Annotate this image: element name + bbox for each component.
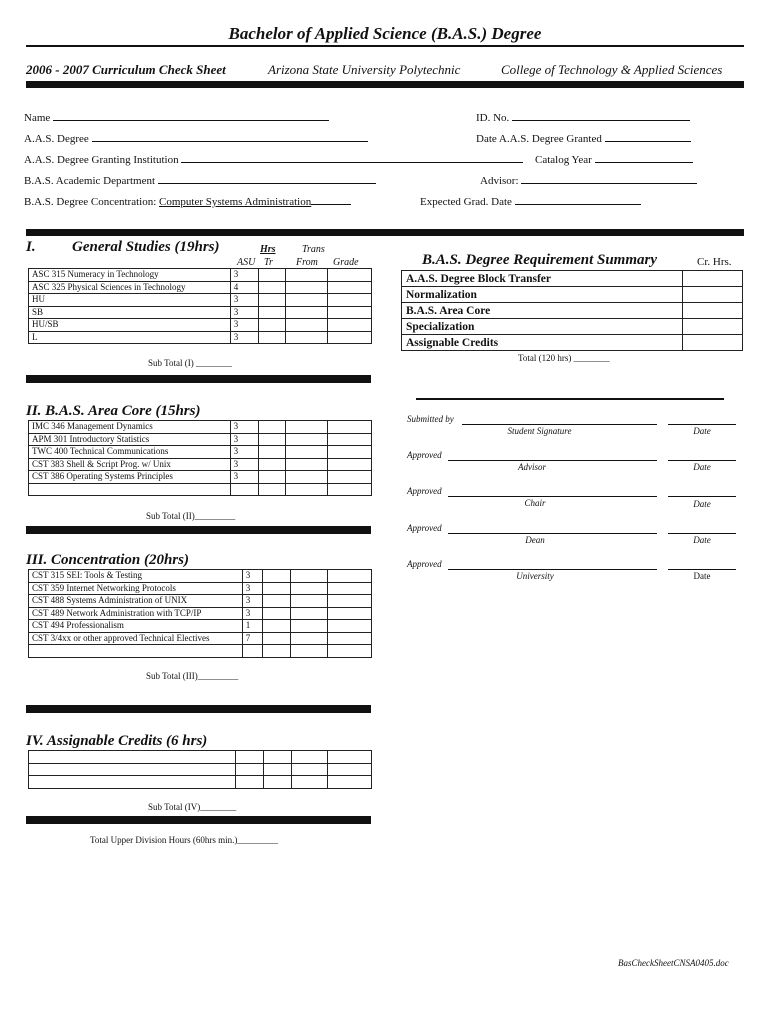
table-row <box>29 620 372 633</box>
section4-subtotal: Sub Total (IV)________ <box>148 802 237 812</box>
course-cell[interactable] <box>29 763 236 776</box>
hrs-cell: 3 <box>242 607 262 620</box>
hrs-cell: 4 <box>230 281 258 294</box>
grade-cell[interactable] <box>328 620 372 633</box>
approved-label: Approved <box>407 523 442 533</box>
grade-cell[interactable] <box>328 331 372 344</box>
grade-cell[interactable] <box>328 319 372 332</box>
summary-label: Specialization <box>402 319 683 335</box>
summary-hrs-cell[interactable] <box>683 303 743 319</box>
section4-bar <box>26 816 371 824</box>
course-cell[interactable] <box>29 645 243 658</box>
tr-cell[interactable] <box>258 281 286 294</box>
tr-cell[interactable] <box>264 751 292 764</box>
from-cell[interactable] <box>290 595 328 608</box>
tr-cell[interactable] <box>264 763 292 776</box>
grade-cell[interactable] <box>328 763 372 776</box>
section4-title: IV. Assignable Credits (6 hrs) <box>26 733 208 749</box>
hrs-cell[interactable] <box>230 483 258 496</box>
table-row <box>29 763 372 776</box>
grade-cell[interactable] <box>328 458 372 471</box>
section2-bar <box>26 526 371 534</box>
chair-caption: Chair <box>524 498 546 508</box>
grade-cell[interactable] <box>328 607 372 620</box>
concentration-label: B.A.S. Degree Concentration: <box>24 196 157 208</box>
id-label: ID. No. <box>476 112 510 124</box>
summary-label: Assignable Credits <box>402 335 683 351</box>
table-row <box>402 319 743 335</box>
summary-hrs-cell[interactable] <box>683 287 743 303</box>
table-row <box>402 303 743 319</box>
table-row <box>29 582 372 595</box>
table-row <box>402 335 743 351</box>
student-date-line[interactable] <box>668 424 736 425</box>
grad-date-field[interactable] <box>420 194 641 208</box>
summary-label: Normalization <box>402 287 683 303</box>
hrs-cell: 3 <box>230 458 258 471</box>
aas-degree-label: A.A.S. Degree <box>24 133 89 145</box>
from-cell[interactable] <box>286 331 328 344</box>
catalog-year-label: Catalog Year <box>535 154 592 166</box>
summary-hrs-cell[interactable] <box>683 335 743 351</box>
from-cell[interactable] <box>286 433 328 446</box>
hrs-cell: 3 <box>230 446 258 459</box>
summary-hrs-cell[interactable] <box>683 271 743 287</box>
summary-label: A.A.S. Degree Block Transfer <box>402 271 683 287</box>
table-row <box>29 595 372 608</box>
tr-cell[interactable] <box>258 446 286 459</box>
summary-hrs-cell[interactable] <box>683 319 743 335</box>
grade-cell[interactable] <box>328 570 372 583</box>
course-cell: ASC 325 Physical Sciences in Technology <box>29 281 231 294</box>
section1-title: General Studies (19hrs) <box>72 239 220 255</box>
course-cell: CST 386 Operating Systems Principles <box>29 471 231 484</box>
department-label: B.A.S. Academic Department <box>24 175 156 187</box>
section3-bar <box>26 705 371 713</box>
course-cell[interactable] <box>29 751 236 764</box>
section1-table <box>28 268 372 344</box>
hrs-cell: 3 <box>230 319 258 332</box>
from-cell[interactable] <box>286 483 328 496</box>
table-row <box>29 645 372 658</box>
course-cell: CST 489 Network Administration with TCP/IP <box>29 607 243 620</box>
table-row <box>402 271 743 287</box>
date-granted-field[interactable] <box>476 131 691 145</box>
table-row <box>29 421 372 434</box>
table-row <box>29 632 372 645</box>
from-cell[interactable] <box>286 446 328 459</box>
from-cell[interactable] <box>290 632 328 645</box>
concentration-field[interactable] <box>24 194 351 208</box>
department-field[interactable] <box>24 173 376 187</box>
date-caption: Date <box>693 499 711 509</box>
grade-cell[interactable] <box>328 632 372 645</box>
grade-cell[interactable] <box>328 483 372 496</box>
header-bar <box>26 81 744 88</box>
approved-label: Approved <box>407 486 442 496</box>
hrs-cell: 3 <box>242 595 262 608</box>
col-trans: Trans <box>302 244 325 255</box>
tr-cell[interactable] <box>264 776 292 789</box>
university: Arizona State University Polytechnic <box>268 62 461 77</box>
course-cell: IMC 346 Management Dynamics <box>29 421 231 434</box>
grade-cell[interactable] <box>328 446 372 459</box>
advisor-signature-line[interactable] <box>448 460 657 461</box>
summary-title: B.A.S. Degree Requirement Summary <box>422 252 658 268</box>
hrs-cell: 3 <box>230 471 258 484</box>
hrs-cell: 3 <box>230 306 258 319</box>
grade-cell[interactable] <box>328 421 372 434</box>
tr-cell[interactable] <box>258 433 286 446</box>
tr-cell[interactable] <box>258 483 286 496</box>
course-cell: HU/SB <box>29 319 231 332</box>
course-cell: CST 383 Shell & Script Prog. w/ Unix <box>29 458 231 471</box>
submitted-by-label: Submitted by <box>407 414 454 424</box>
from-cell[interactable] <box>286 294 328 307</box>
table-row <box>29 570 372 583</box>
section1-num: I. <box>26 239 36 255</box>
advisor-date-line[interactable] <box>668 460 736 461</box>
hrs-cell: 3 <box>230 421 258 434</box>
university-caption: University <box>516 571 554 581</box>
course-cell: CST 359 Internet Networking Protocols <box>29 582 243 595</box>
total-upper-division: Total Upper Division Hours (60hrs min.)_________ <box>90 835 278 845</box>
tr-cell[interactable] <box>258 306 286 319</box>
date-caption: Date <box>693 571 711 581</box>
table-row <box>29 281 372 294</box>
section2-title: II. B.A.S. Area Core (15hrs) <box>26 403 201 419</box>
table-row <box>29 458 372 471</box>
aas-degree-field[interactable] <box>24 131 368 145</box>
cr-hrs-label: Cr. Hrs. <box>697 256 732 268</box>
col-hrs: Hrs <box>260 244 276 255</box>
col-asu: ASU <box>237 257 256 268</box>
from-cell[interactable] <box>286 269 328 282</box>
from-cell[interactable] <box>290 582 328 595</box>
from-cell[interactable] <box>286 421 328 434</box>
footer-filename: BasCheckSheetCNSA0405.doc <box>618 958 729 968</box>
section1-bar <box>26 375 371 383</box>
tr-cell[interactable] <box>262 620 290 633</box>
hrs-cell[interactable] <box>236 763 264 776</box>
grade-cell[interactable] <box>328 471 372 484</box>
table-row <box>402 287 743 303</box>
grade-cell[interactable] <box>328 595 372 608</box>
table-row <box>29 294 372 307</box>
hrs-cell[interactable] <box>236 776 264 789</box>
from-cell[interactable] <box>290 607 328 620</box>
page-title: Bachelor of Applied Science (B.A.S.) Degree <box>228 24 542 43</box>
tr-cell[interactable] <box>258 269 286 282</box>
tr-cell[interactable] <box>262 595 290 608</box>
from-cell[interactable] <box>290 620 328 633</box>
date-caption: Date <box>693 462 711 472</box>
table-row <box>29 331 372 344</box>
date-granted-label: Date A.A.S. Degree Granted <box>476 133 602 145</box>
section1-subtotal: Sub Total (I) ________ <box>148 358 232 368</box>
grade-cell[interactable] <box>328 281 372 294</box>
summary-total: Total (120 hrs) ________ <box>518 353 610 363</box>
date-caption: Date <box>693 426 711 436</box>
section4-table <box>28 750 372 789</box>
advisor-field[interactable] <box>480 173 697 187</box>
id-field[interactable] <box>476 110 690 124</box>
course-cell: CST 315 SEI: Tools & Testing <box>29 570 243 583</box>
institution-label: A.A.S. Degree Granting Institution <box>24 154 179 166</box>
table-row <box>29 433 372 446</box>
table-row <box>29 319 372 332</box>
table-row <box>29 471 372 484</box>
table-row <box>29 269 372 282</box>
course-cell: ASC 315 Numeracy in Technology <box>29 269 231 282</box>
university-signature-line[interactable] <box>448 569 657 570</box>
name-field[interactable] <box>24 110 329 124</box>
hrs-cell: 3 <box>230 294 258 307</box>
name-label: Name <box>24 112 51 124</box>
grade-cell[interactable] <box>328 751 372 764</box>
course-cell: SB <box>29 306 231 319</box>
tr-cell[interactable] <box>258 319 286 332</box>
course-cell: CST 494 Professionalism <box>29 620 243 633</box>
table-row <box>29 483 372 496</box>
hrs-cell: 3 <box>230 433 258 446</box>
tr-cell[interactable] <box>262 607 290 620</box>
chair-signature-line[interactable] <box>448 496 657 497</box>
from-cell[interactable] <box>286 306 328 319</box>
from-cell[interactable] <box>286 281 328 294</box>
from-cell[interactable] <box>286 458 328 471</box>
from-cell[interactable] <box>290 570 328 583</box>
tr-cell[interactable] <box>258 458 286 471</box>
institution-field[interactable] <box>24 152 523 166</box>
concentration-value: Computer Systems Administration <box>159 196 312 208</box>
tr-cell[interactable] <box>262 632 290 645</box>
dean-date-line[interactable] <box>668 533 736 534</box>
course-cell: TWC 400 Technical Communications <box>29 446 231 459</box>
course-cell: CST 488 Systems Administration of UNIX <box>29 595 243 608</box>
course-cell[interactable] <box>29 776 236 789</box>
hrs-cell: 3 <box>230 331 258 344</box>
tr-cell[interactable] <box>258 421 286 434</box>
advisor-label: Advisor: <box>480 175 519 187</box>
from-cell[interactable] <box>290 645 328 658</box>
from-cell[interactable] <box>292 776 328 789</box>
section3-table <box>28 569 372 658</box>
from-cell[interactable] <box>286 319 328 332</box>
university-date-line[interactable] <box>668 569 736 570</box>
year-sheet: 2006 - 2007 Curriculum Check Sheet <box>26 62 226 77</box>
tr-cell[interactable] <box>262 645 290 658</box>
section3-subtotal: Sub Total (III)_________ <box>146 671 239 681</box>
student-signature-caption: Student Signature <box>507 426 572 436</box>
table-row <box>29 607 372 620</box>
table-row <box>29 306 372 319</box>
col-tr: Tr <box>264 257 273 268</box>
course-cell: CST 3/4xx or other approved Technical Electives <box>29 632 243 645</box>
grade-cell[interactable] <box>328 776 372 789</box>
hrs-cell: 1 <box>242 620 262 633</box>
section2-table <box>28 420 372 496</box>
advisor-caption: Advisor <box>518 462 546 472</box>
tr-cell[interactable] <box>258 331 286 344</box>
hrs-cell[interactable] <box>242 645 262 658</box>
chair-date-line[interactable] <box>668 496 736 497</box>
course-cell[interactable] <box>29 483 231 496</box>
title-rule <box>26 45 744 47</box>
col-from: From <box>296 257 318 268</box>
catalog-year-field[interactable] <box>535 152 693 166</box>
college: College of Technology & Applied Sciences <box>501 62 723 77</box>
dean-caption: Dean <box>525 535 545 545</box>
date-caption: Date <box>693 535 711 545</box>
grade-cell[interactable] <box>328 582 372 595</box>
hrs-cell: 3 <box>242 570 262 583</box>
tr-cell[interactable] <box>258 471 286 484</box>
section3-title: III. Concentration (20hrs) <box>26 552 189 568</box>
approved-label: Approved <box>407 559 442 569</box>
summary-rule <box>416 398 724 400</box>
from-cell[interactable] <box>292 763 328 776</box>
tr-cell[interactable] <box>262 570 290 583</box>
hrs-cell[interactable] <box>236 751 264 764</box>
grad-date-label: Expected Grad. Date <box>420 196 512 208</box>
grade-cell[interactable] <box>328 269 372 282</box>
summary-label: B.A.S. Area Core <box>402 303 683 319</box>
hrs-cell: 3 <box>230 269 258 282</box>
tr-cell[interactable] <box>258 294 286 307</box>
table-row <box>29 446 372 459</box>
student-signature-line[interactable] <box>462 424 657 425</box>
dean-signature-line[interactable] <box>448 533 657 534</box>
divider-bar <box>26 229 744 236</box>
grade-cell[interactable] <box>328 433 372 446</box>
grade-cell[interactable] <box>328 645 372 658</box>
from-cell[interactable] <box>292 751 328 764</box>
hrs-cell: 7 <box>242 632 262 645</box>
course-cell: APM 301 Introductory Statistics <box>29 433 231 446</box>
hrs-cell: 3 <box>242 582 262 595</box>
course-cell: L <box>29 331 231 344</box>
tr-cell[interactable] <box>262 582 290 595</box>
summary-table <box>401 270 743 351</box>
table-row <box>29 751 372 764</box>
course-cell: HU <box>29 294 231 307</box>
grade-cell[interactable] <box>328 294 372 307</box>
section2-subtotal: Sub Total (II)_________ <box>146 511 236 521</box>
from-cell[interactable] <box>286 471 328 484</box>
col-grade: Grade <box>333 257 359 268</box>
grade-cell[interactable] <box>328 306 372 319</box>
table-row <box>29 776 372 789</box>
approved-label: Approved <box>407 450 442 460</box>
